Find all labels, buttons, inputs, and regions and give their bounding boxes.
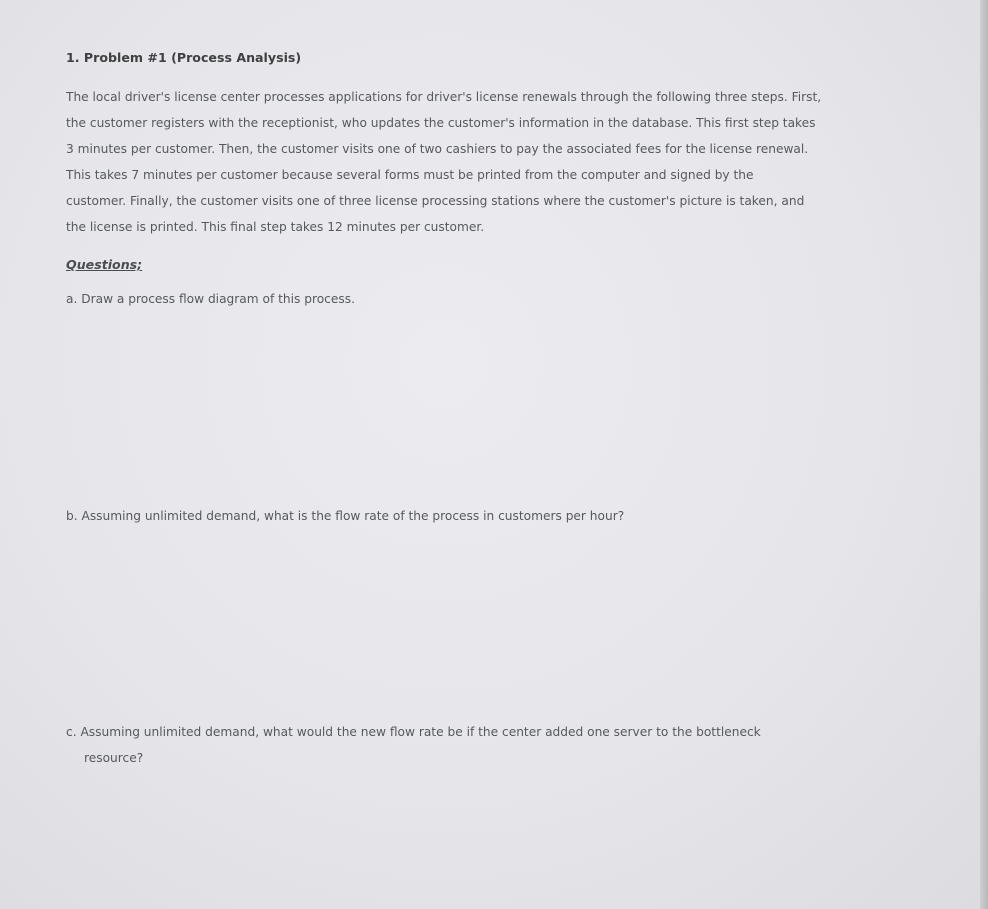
paragraph-line: This takes 7 minutes per customer because several forms must be printed from the computer and signed by the: [66, 168, 754, 182]
question-b: b. Assuming unlimited demand, what is the flow rate of the process in customers per hour?: [66, 509, 625, 523]
page-edge-shadow: [980, 0, 988, 909]
paragraph-line: customer. Finally, the customer visits one of three license processing stations where the customer's picture is taken, and: [66, 194, 805, 208]
question-c-line2: resource?: [84, 751, 144, 765]
paragraph-line: 3 minutes per customer. Then, the customer visits one of two cashiers to pay the associated fees for the license renewal.: [66, 142, 809, 156]
question-a: a. Draw a process flow diagram of this process.: [66, 292, 355, 306]
paragraph-line: The local driver's license center processes applications for driver's license renewals through the following three steps. First,: [66, 90, 822, 104]
paragraph-line: the license is printed. This final step takes 12 minutes per customer.: [66, 220, 485, 234]
questions-heading: Questions;: [66, 257, 143, 272]
question-c-line1: c. Assuming unlimited demand, what would the new flow rate be if the center added one server to the bottleneck: [66, 725, 761, 739]
paragraph-line: the customer registers with the receptionist, who updates the customer's information in the database. This first step takes: [66, 116, 816, 130]
problem-title: 1. Problem #1 (Process Analysis): [66, 50, 302, 65]
